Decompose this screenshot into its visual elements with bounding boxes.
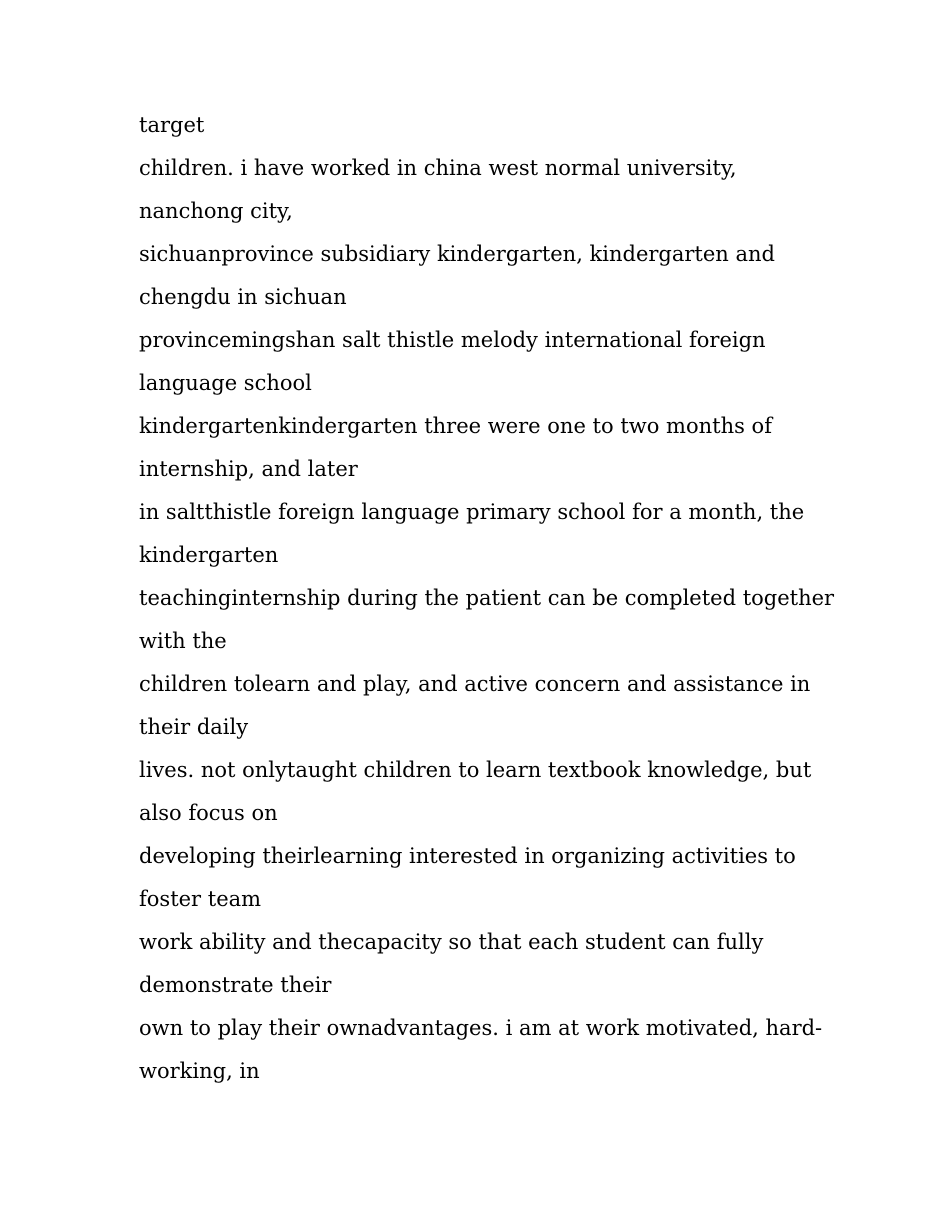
text-line: internship, and later xyxy=(139,457,358,481)
text-line: demonstrate their xyxy=(139,973,332,997)
text-line: sichuanprovince subsidiary kindergarten, kindergarten and xyxy=(139,242,775,266)
text-line: lives. not onlytaught children to learn textbook knowledge, but xyxy=(139,758,812,782)
text-line: their daily xyxy=(139,715,249,739)
text-line: with the xyxy=(139,629,227,653)
text-line: target xyxy=(139,113,205,137)
text-line: work ability and thecapacity so that each student can fully xyxy=(139,930,764,954)
document-body xyxy=(139,104,835,1093)
text-line: working, in xyxy=(139,1059,260,1083)
text-line: children. i have worked in china west normal university, xyxy=(139,156,737,180)
text-line: children tolearn and play, and active concern and assistance in xyxy=(139,672,811,696)
text-line: chengdu in sichuan xyxy=(139,285,347,309)
text-line: provincemingshan salt thistle melody international foreign xyxy=(139,328,766,352)
text-line: also focus on xyxy=(139,801,278,825)
text-line: in saltthistle foreign language primary school for a month, the xyxy=(139,500,805,524)
text-line: teachinginternship during the patient can be completed together xyxy=(139,586,835,610)
text-line: foster team xyxy=(139,887,262,911)
text-line: language school xyxy=(139,371,312,395)
text-line: kindergarten xyxy=(139,543,279,567)
text-line: own to play their ownadvantages. i am at work motivated, hard- xyxy=(139,1016,823,1040)
text-line: kindergartenkindergarten three were one to two months of xyxy=(139,414,772,438)
text-line: nanchong city, xyxy=(139,199,293,223)
text-line: developing theirlearning interested in organizing activities to xyxy=(139,844,796,868)
